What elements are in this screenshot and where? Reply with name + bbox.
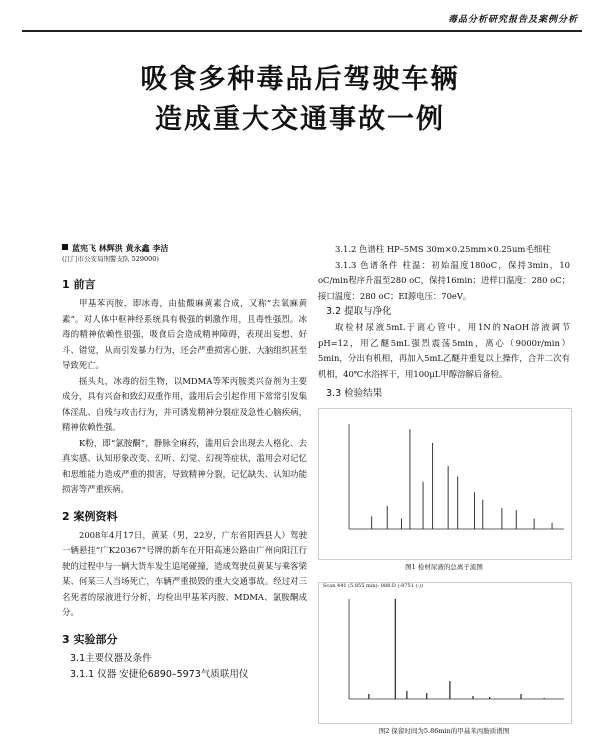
subsection-3-2: 3.2 提取与净化 [326, 306, 392, 317]
sec1-paragraph-1: 甲基苯丙胺，即冰毒，由盐酸麻黄素合成，又称“去氧麻黄素”。对人体中枢神经系统具有极强的刺激作用，且毒性强烈。冰毒的精神依赖性很强，吸食后会造成精神障碍，表现出妄想、好斗、错觉，从而引发暴力行为，还会严重损害心脏、大脑组织甚至导致死亡。 [62, 298, 307, 370]
title-line-1: 吸食多种毒品后驾驶车辆 [140, 64, 460, 95]
figure-1-caption: 图1 检材尿液的总离子流图 [405, 563, 483, 571]
authors-text: 蓝宪飞 林辉洪 黄永鑫 李洁 [72, 243, 169, 253]
sec2-paragraph-1: 2008年4月17日，黄某（男，22岁，广东省阳西县人）驾驶一辆悬挂“广K20367”号牌的新车在开阳高速公路由广州向阳江行驶的过程中与一辆大货车发生追尾碰撞，造成驾驶员黄某与乘客梁某、何某三人当场死亡，车辆严重损毁的重大交通事故。经过对三名死者的尿液进行分析，均检出甲基苯丙胺、MDMA、氯胺酮成分。 [62, 529, 307, 617]
article-title [0, 60, 600, 140]
running-header: 毒品分析研究报告及案例分析 [447, 15, 578, 25]
subsection-3-1-3: 3.1.3 色谱条件 柱温：初始温度180oC，保持3min，10 oC/min程序升温至280 oC，保持16min；进样口温度：280 oC；接口温度：280 oC；EI源电压：70eV。 [318, 259, 570, 301]
figure-2-caption: 图2 保留时间为5.86min的甲基苯丙胺质谱图 [378, 727, 510, 735]
subsection-3-1: 3.1主要仪器及条件 [70, 652, 152, 664]
sec1-paragraph-3: K粉，即“氯胺酮”，静脉全麻药，滥用后会出现去人格化、去真实感、认知形象改变、幻听、幻觉、幻视等症状，滥用会对记忆和思维能力造成严重的损害，导致精神分裂，记忆缺失、认知功能损害等严重疾病。 [62, 437, 307, 494]
header-rule [22, 30, 582, 32]
section-2-heading: 2 案例资料 [62, 509, 118, 523]
right-column [318, 242, 570, 736]
figure-1 [318, 408, 572, 560]
subsection-3-1-1: 3.1.1 仪器 安捷伦6890–5973气质联用仪 [70, 668, 249, 680]
affiliation: (江门市公安局刑警支队 529000) [62, 255, 159, 263]
mass-spectrum-chart [319, 589, 571, 715]
subsection-3-1-2: 3.1.2 色谱柱 HP–5MS 30m×0.25mm×0.25um毛细柱 [335, 244, 551, 254]
left-column [62, 242, 307, 683]
section-3-heading: 3 实验部分 [62, 632, 118, 646]
chromatogram-chart [319, 409, 571, 544]
title-line-2: 造成重大交通事故一例 [155, 104, 445, 135]
figure-2 [318, 582, 572, 724]
sec1-paragraph-2: 摇头丸，冰毒的衍生物，以MDMA等苯丙胺类兴奋剂为主要成分，具有兴奋和致幻双重作用，滥用后会引起作用下常常引发集体淫乱、自残与攻击行为，并可诱发精神分裂症及急性心脑疾病，精神依赖性强。 [62, 375, 307, 432]
authors [62, 242, 307, 254]
bullet-square-icon [62, 244, 68, 250]
section-1-heading: 1 前言 [62, 278, 96, 291]
sec3-2-paragraph: 取检材尿液5mL于离心管中，用1N的NaOH溶液调节pH=12，用乙醚5mL强烈震荡5min，离心（9000r/min）5min，分出有机相，再加入5mL乙醚并重复以上操作，合并二次有机相，40℃水浴挥干，用100μL甲醇溶解后备检。 [318, 322, 570, 379]
subsection-3-3: 3.3 检验结果 [326, 388, 383, 399]
figure-2-header: Scan 441 (5.855 min): 088.D (-8751 (-)) [323, 583, 424, 589]
